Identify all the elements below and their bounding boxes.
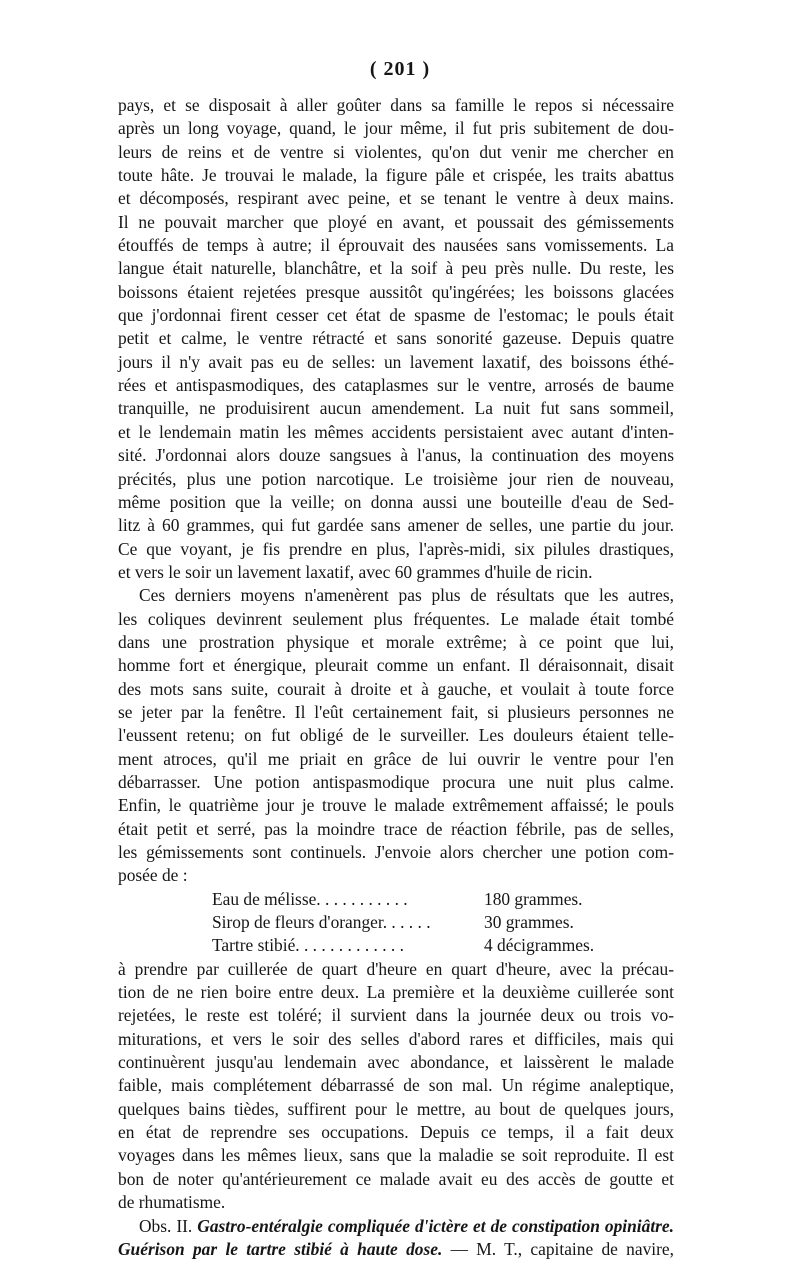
- text-line: toute hâte. Je trouvai le malade, la figure pâle et crispée, les traits abattus: [118, 165, 674, 186]
- observation-title: Gastro-entéralgie compliquée d'ictère et de constipation opiniâtre.: [197, 1215, 674, 1236]
- text-line: homme fort et énergique, pleurait comme un enfant. Il déraisonnait, disait: [118, 655, 674, 676]
- text-line: même position que la veille; on donna aussi une bouteille d'eau de Sed-: [118, 491, 674, 512]
- text-line: miturations, et vers le soir des selles d'abord rares et difficiles, mais qui: [118, 1028, 674, 1049]
- text-line: bon de noter qu'antérieurement ce malade avait eu des accès de goutte et: [118, 1168, 674, 1189]
- paragraph-3: [118, 958, 674, 1215]
- prescription-item: [212, 911, 674, 934]
- text-line: de rhumatisme.: [118, 1192, 226, 1213]
- text-line: et le lendemain matin les mêmes accidents persistaient avec autant d'inten-: [118, 421, 674, 442]
- prescription-list: [118, 888, 674, 958]
- observation-text: — M. T., capitaine de navire,: [442, 1238, 674, 1259]
- text-line: l'eussent retenu; on fut obligé de le surveiller. Les douleurs étaient telle-: [118, 725, 674, 746]
- text-line: étouffés de temps à autre; il éprouvait des nausées sans vomissements. La: [118, 235, 674, 256]
- ingredient-quantity: 180 grammes.: [484, 888, 583, 909]
- ingredient-quantity: 4 décigrammes.: [484, 935, 595, 956]
- text-line: faible, mais complétement débarrassé de son mal. Un régime analeptique,: [118, 1075, 674, 1096]
- text-line: rées et antispasmodiques, des cataplasmes sur le ventre, arrosés de baume: [118, 375, 674, 396]
- observation-label: Obs. II.: [139, 1215, 193, 1236]
- text-line: voyages dans les mêmes lieux, sans que la maladie se soit reproduite. Il est: [118, 1145, 674, 1166]
- text-line: quelques bains tièdes, suffirent pour le mettre, au bout de quelques jours,: [118, 1098, 674, 1119]
- observation-heading: [118, 1215, 674, 1262]
- ingredient-name: Tartre stibié. . . . . . . . . . . . .: [212, 935, 404, 956]
- text-line: langue était naturelle, blanchâtre, et la soif à peu près nulle. Du reste, les: [118, 258, 674, 279]
- text-line: rejetées, le reste est toléré; il survient dans la journée deux ou trois vo-: [118, 1005, 674, 1026]
- text-line: et vers le soir un lavement laxatif, avec 60 grammes d'huile de ricin.: [118, 561, 593, 582]
- text-line: que j'ordonnai firent cesser cet état de spasme de l'estomac; le pouls était: [118, 305, 674, 326]
- ingredient-name: Eau de mélisse. . . . . . . . . . .: [212, 888, 408, 909]
- text-line: Enfin, le quatrième jour je trouve le malade extrêmement affaissé; le pouls: [118, 795, 674, 816]
- text-line: Ces derniers moyens n'amenèrent pas plus de résultats que les autres,: [139, 585, 674, 606]
- ingredient-quantity: 30 grammes.: [484, 912, 574, 933]
- prescription-item: [212, 934, 674, 957]
- text-line: [118, 1215, 674, 1238]
- text-line: tion de ne rien boire entre deux. La première et la deuxième cuillerée sont: [118, 982, 674, 1003]
- text-line: débarrasser. Une potion antispasmodique procura une nuit plus calme.: [118, 771, 674, 792]
- text-line: tranquille, ne produisirent aucun amendement. La nuit fut sans sommeil,: [118, 398, 674, 419]
- text-line: jours il n'y avait pas eu de selles: un lavement laxatif, des boissons éthé-: [118, 351, 674, 372]
- text-line: les gémissements sont continuels. J'envoie alors chercher une potion com-: [118, 842, 674, 862]
- text-line: litz à 60 grammes, qui fut gardée sans amener de selles, une partie du jour.: [118, 515, 674, 536]
- text-line: les coliques devinrent seulement plus fréquentes. Le malade était tombé: [118, 608, 674, 629]
- text-line: précités, plus une potion narcotique. Le troisième jour rien de nouveau,: [118, 468, 674, 489]
- text-line: continuèrent jusqu'au lendemain avec abondance, et laissèrent le malade: [118, 1052, 674, 1073]
- text-line: ment atroces, qu'il me priait en grâce de lui ouvrir le ventre pour l'en: [118, 748, 674, 769]
- text-line: leurs de reins et de ventre si violentes, qu'on dut venir me chercher en: [118, 141, 674, 162]
- observation-title-continued: Guérison par le tartre stibié à haute dose.: [118, 1238, 443, 1259]
- text-line: se jeter par la fenêtre. Il l'eût certainement fait, si plusieurs personnes ne: [118, 701, 674, 722]
- body-text: [118, 94, 674, 1261]
- text-line: en état de reprendre ses occupations. Depuis ce temps, il a fait deux: [118, 1122, 674, 1143]
- text-line: Ce que voyant, je fis prendre en plus, l'après-midi, six pilules drastiques,: [118, 538, 674, 559]
- text-line: [118, 1238, 674, 1261]
- text-line: était petit et serré, pas la moindre trace de réaction fébrile, pas de selles,: [118, 818, 674, 839]
- prescription-item: [212, 888, 674, 911]
- page-number: ( 201 ): [369, 58, 431, 80]
- text-line: posée de :: [118, 865, 188, 886]
- text-line: à prendre par cuillerée de quart d'heure en quart d'heure, avec la précau-: [118, 958, 674, 979]
- paragraph-2: [118, 584, 674, 887]
- ingredient-name: Sirop de fleurs d'oranger. . . . . .: [212, 912, 431, 933]
- text-line: dans une prostration physique et morale extrême; à ce point que lui,: [118, 631, 674, 652]
- text-line: boissons étaient rejetées presque aussitôt qu'ingérées; les boissons glacées: [118, 281, 674, 302]
- text-line: des mots sans suite, courait à droite et à gauche, et voulait à toute force: [118, 678, 674, 699]
- text-line: après un long voyage, quand, le jour même, il fut pris subitement de dou-: [118, 118, 674, 139]
- text-line: pays, et se disposait à aller goûter dans sa famille le repos si nécessaire: [118, 95, 674, 115]
- text-line: Il ne pouvait marcher que ployé en avant, et poussait des gémissements: [118, 211, 674, 232]
- text-line: et décomposés, respirant avec peine, et se tenant le ventre à deux mains.: [118, 188, 674, 209]
- paragraph-1: [118, 94, 674, 584]
- text-line: sité. J'ordonnai alors douze sangsues à l'anus, la continuation des moyens: [118, 445, 674, 466]
- text-line: petit et calme, le ventre rétracté et sans sonorité gazeuse. Depuis quatre: [118, 328, 674, 349]
